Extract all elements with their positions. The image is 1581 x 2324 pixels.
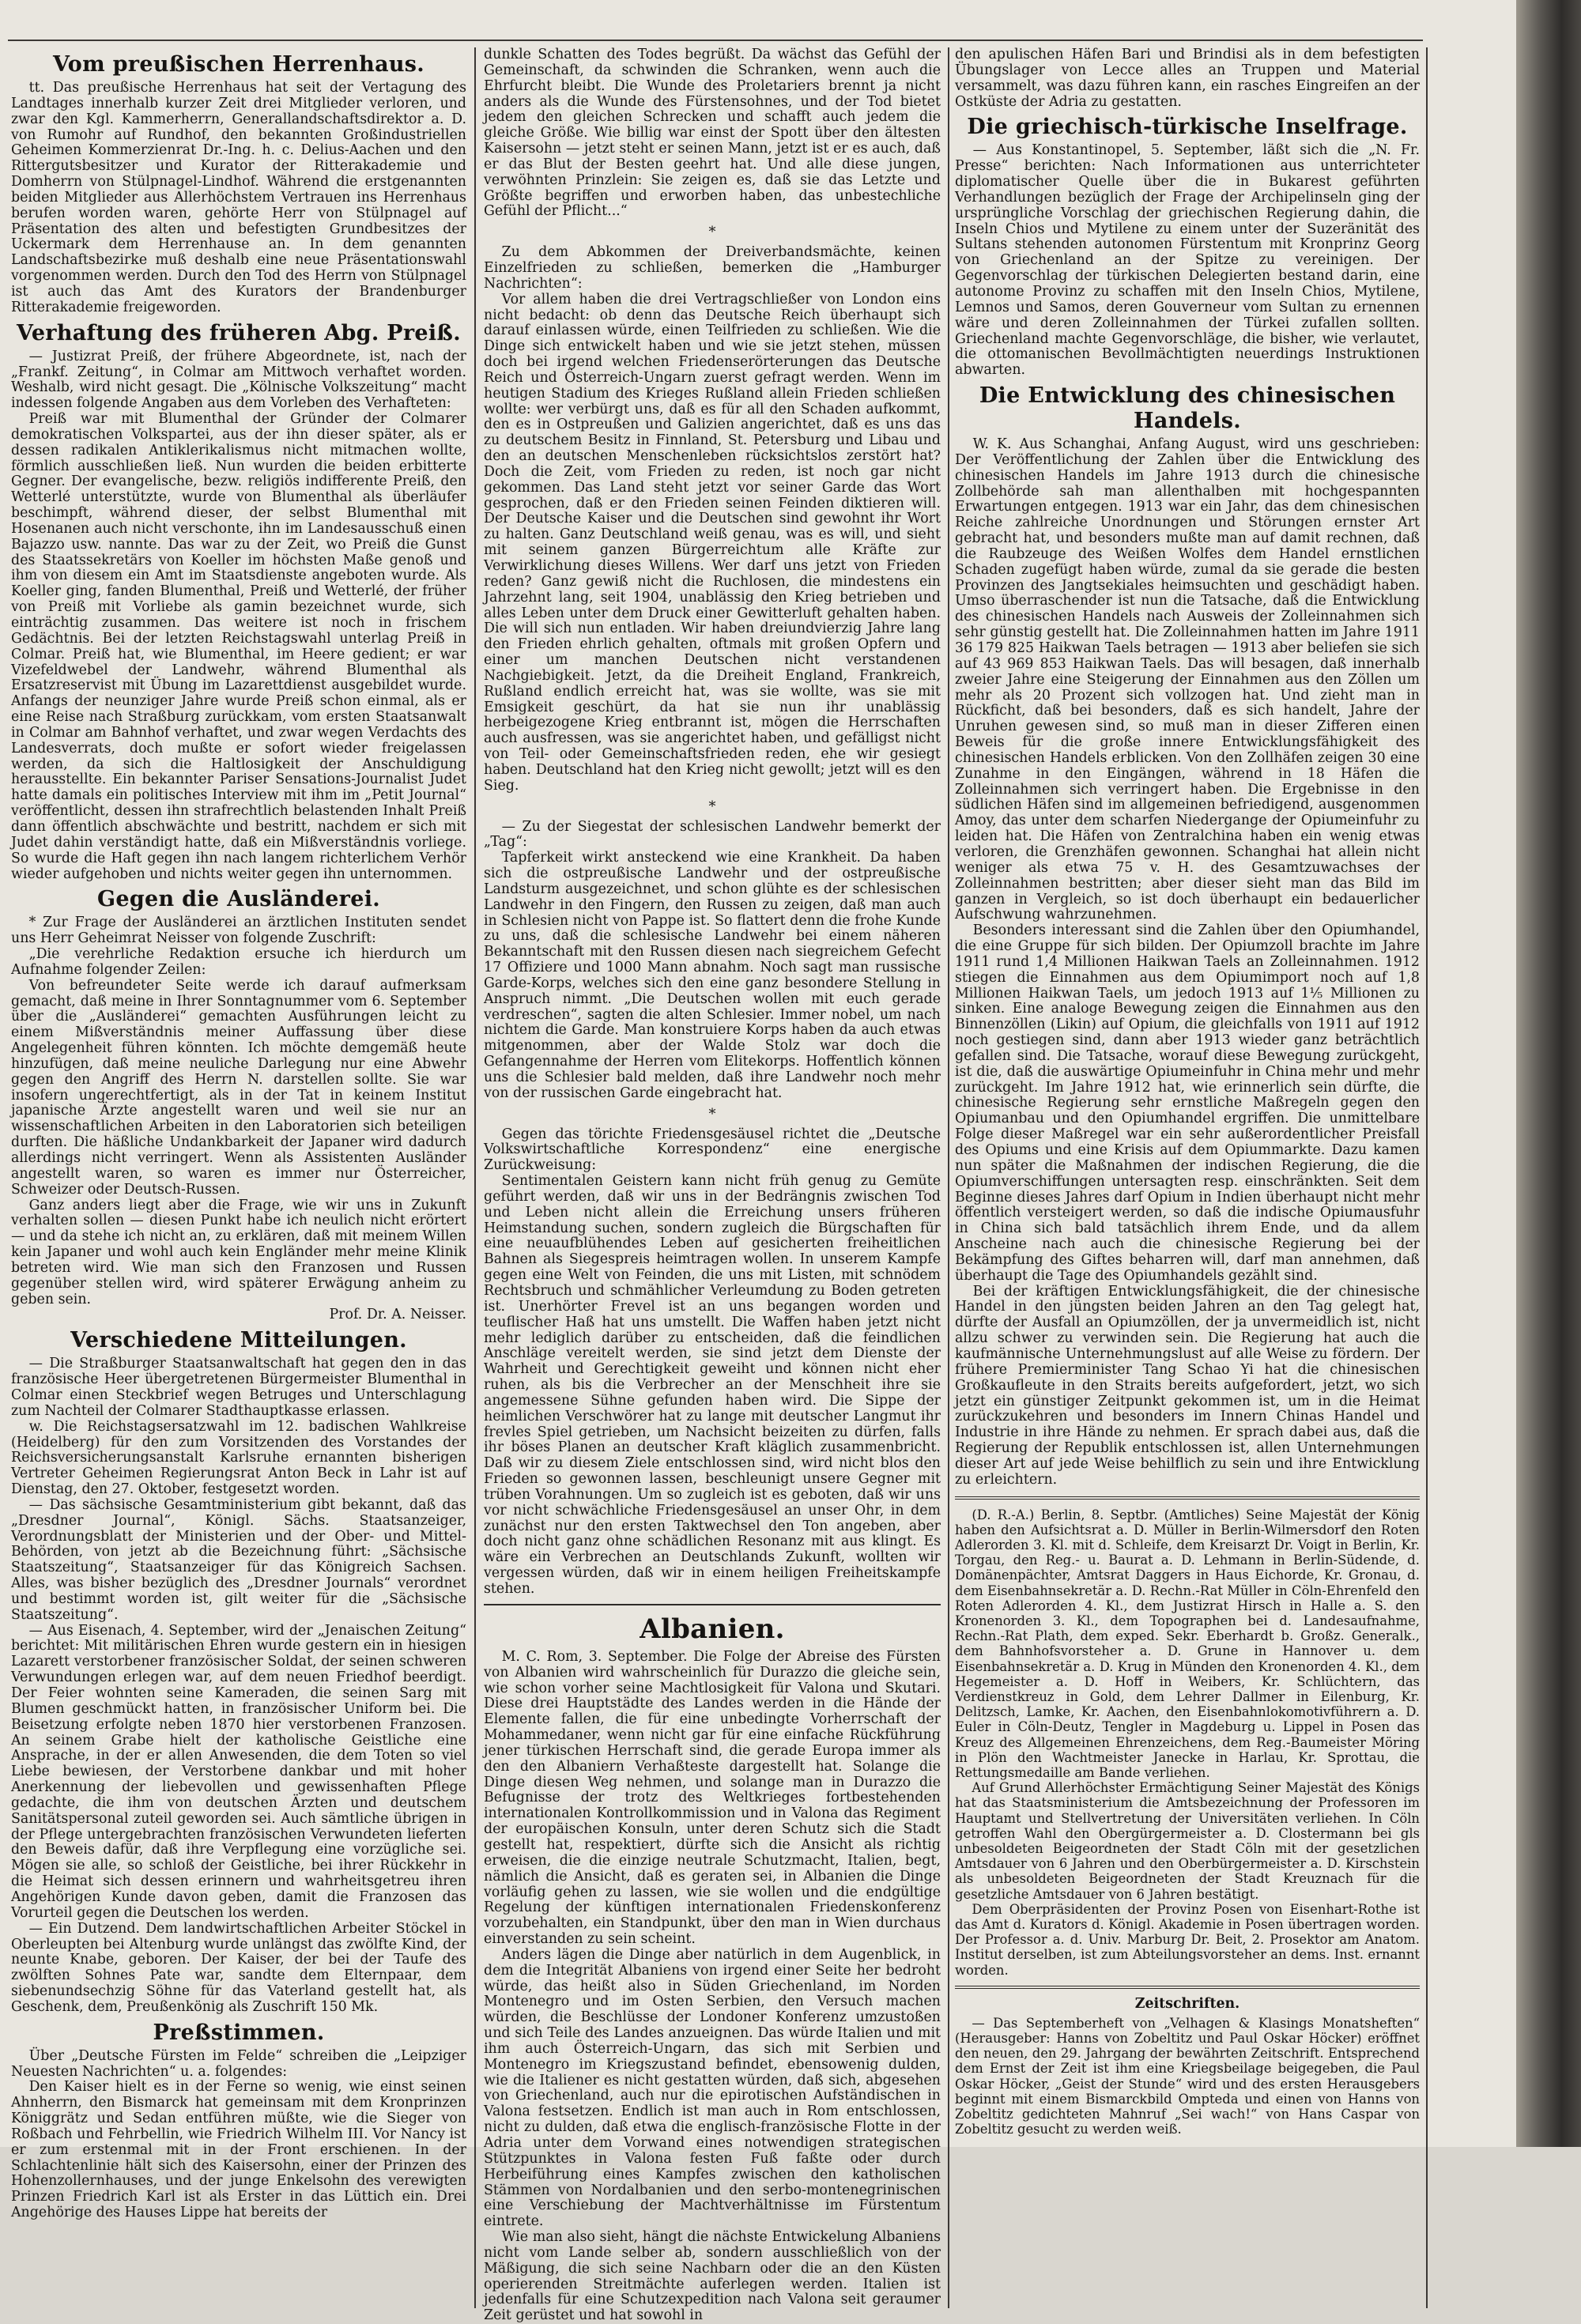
signature-neisser: Prof. Dr. A. Neisser.: [329, 1307, 466, 1323]
article-handel-1: W. K. Aus Schanghai, Anfang August, wird uns geschrieben: Der Veröffentlichung der Zahlen über die Entwicklung des chinesischen Handels im Jahre 1913 durch die chinesische Zollbehörde sah man allenthalben mit hochgespannten Erwartungen entgegen. 1913 war ein Jahr, das dem chinesischen Reiche zahlreiche Unordnungen und Störungen ernster Art gebracht hat, und besonders mußte man auf damit rechnen, daß die Raubzeuge des Weißen Wolfes dem Handel ernstlichen Schaden zugefügt haben würde, zumal da sie gerade die besten Provinzen des Jangtsekiales heimsuchten und geschädigt haben. Umso überraschender ist nun die Tatsache, daß die Entwicklung des chinesischen Handels nach Ausweis der Zolleinnahmen sich sehr günstig gestellt hat. Die Zolleinnahmen hatten im Jahre 1911 36 179 825 Haikwan Taels betragen — 1913 aber beliefen sie sich auf 43 969 853 Haikwan Taels. Das will besagen, daß innerhalb zweier Jahre eine Steigerung der Einnahmen aus den Zöllen um mehr als 20 Prozent sich vollzogen hat. Und zieht man in Rückficht, daß bei besonders, daß es sich handelt, Jahre der Unruhen gewesen sind, so muß man in dieser Zifferen einen Beweis für die große innere Entwicklungsfähigkeit des chinesischen Handels erblicken. Von den Zollhäfen zeigen 30 eine Zunahme in den Eingängen, während in 18 Häfen die Zolleinnahmen sich verringert haben. Die Ergebnisse in den südlichen Häfen sind im allgemeinen befriedigend, ausgenommen Amoy, das unter dem scharfen Niedergange der Opiumeinfuhr zu leiden hat. Die Häfen von Zentralchina haben ein wenig etwas verloren, die Grenzhäfen gewonnen. Schanghai hat allein nicht weniger als etwa 75 v. H. des Gesamtzuwachses der Zolleinnahmen bestritten; aber dieser sieht man das Bild im ganzen in Vergleich, so ist doch überhaupt ein bedauerlicher Aufschwung wahrzunehmen.: [955, 436, 1420, 923]
headline-pressstimmen: Preßstimmen.: [153, 2020, 325, 2045]
separator-asterisk: *: [708, 1105, 716, 1122]
press-intro: Über „Deutsche Fürsten im Felde“ schreiben die „Leipziger Neuesten Nachrichten“ u. a. folgendes:: [11, 2047, 466, 2080]
headline-mitteilungen: Verschiedene Mitteilungen.: [70, 1328, 407, 1353]
section-double-rule: [955, 1986, 1420, 1989]
press-tag-body: Tapferkeit wirkt ansteckend wie eine Krankheit. Da haben sich die ostpreußische Landwehr und der ostpreußische Landsturm ausgezeichnet, und schon glühte es der schlesischen Landwehr in den Fingern, den Russen zu zeigen, daß man auch in Schlesien nicht von Pappe ist. So flattert denn die frohe Kunde zu uns, daß die schlesische Landwehr bei einem näheren Bekanntschaft mit den Russen diesen nach siegreichem Gefecht 17 Offiziere und 1000 Mann abnahm. Noch sagt man russische Garde-Korps, welches sich den eine ganz besondere Stellung in Anspruch nimmt. „Die Deutschen wollen mit euch gerade verdreschen“, sagten die alten Schlesier. Immer nobel, um nach nichtem die Garde. Man konstruiere Korps haben da auch etwas mitgenommen, aber der Walde Stolz war doch die Gefangennahme der Herren vom Elitekorps. Hoffentlich können uns die Schlesier bald melden, daß ihre Landwehr noch mehr von der russischen Garde eingebracht hat.: [484, 850, 941, 1101]
column-1: [11, 47, 466, 2310]
column-3: [955, 47, 1420, 2310]
article-albanien-1: M. C. Rom, 3. September. Die Folge der Abreise des Fürsten von Albanien wird wahrscheinlich für Durazzo die gleiche sein, wie schon vorher seine Machtlosigkeit für Valona und Skutari. Diese drei Hauptstädte des Landes werden in die Hände der Elemente fallen, die für eine unbedingte Vorherrschaft der Mohammedaner, wenn nicht gar für eine einfache Rückführung jener türkischen Herrschaft sind, die gerade Europa immer als den den Albaniern Verhaßteste dargestellt hat. Solange die Dinge diesen Weg nehmen, und solange man in Durazzo die Befugnisse der trotz des Weltkrieges fortbestehenden internationalen Kontrollkommission und in Valona das Regiment der europäischen Konsuln, unter deren Schutz sich die Stadt gestellt hat, respektiert, dürfte sich die Ansicht als richtig erweisen, die die einzige neutrale Schutzmacht, Italien, begt, nämlich die Ansicht, daß es geraten sei, in Albanien die Dinge vorläufig gehen zu lassen, wie sie wollen und die endgültige Regelung der künftigen internationalen Friedenskonferenz vorzubehalten, ein Standpunkt, über den man in Wien durchaus einverstanden zu sein scheint.: [484, 1648, 941, 1948]
column-2: [484, 47, 941, 2324]
article-zeitschriften: — Das Septemberheft von „Velhagen & Klasings Monatsheften“ (Herausgeber: Hanns von Zobeltitz und Paul Oskar Höcker) eröffnet den neuen, den 29. Jahrgang der bewährten Zeitschrift. Entsprechend dem Ernst der Zeit ist ihm eine Kriegsbeilage beigegeben, die Paul Oskar Höcker, „Geist der Stunde“ wird und des ersten Herausgebers beginnt mit einem Bismarckbild Ompteda und einen von Hanns von Zobeltitz gedichteten Mahnruf „Sei wach!“ von Hans Caspar von Zobeltitz gesucht zu werden weiß.: [955, 2015, 1420, 2137]
press-korrespondenz-body: Sentimentalen Geistern kann nicht früh genug zu Gemüte geführt werden, daß wir uns in der Bedrängnis zwischen Tod und Leben nicht allein die Erreichung unsers früheren Heimstandung suchen, sondern zugleich die Bürgschaften für eine neuaufblühendes Leben auf gesicherten freiheitlichen Bahnen als Siegespreis heimtragen wollen. In unserem Kampfe gegen eine Welt von Feinden, die uns mit Listen, mit schnödem Rechtsbruch und schmählicher Verleumdung zu Boden getreten ist. Unerhörter Frevel ist an uns begangen worden und teuflischer Haß hat uns umstellt. Die Waffen haben jetzt nicht mehr lediglich darüber zu entscheiden, daß die feindlichen Anschläge vereitelt werden, sie sind jetzt dem Dienste der Wahrheit und Gerechtigkeit geweiht und können nicht eher ruhen, als bis die Verbrecher an der Menschheit ihre sie angemessene Sühne gefunden haben wird. Die Sippe der heimlichen Verschwörer hat zu lange mit deutscher Langmut ihr frevles Spiel getrieben, um Nachsicht beizeiten zu dürfen, falls ihr böses Planen an deutscher Kraft kläglich zusammenbricht. Daß wir zu diesem Ziele entschlossen sind, wird nicht blos den Frieden so gewonnen lassen, beschleunigt unsere Gegner mit trüben Vorahnungen. Um so zugleich ist es geboten, daß wir uns vor nicht schwächliche Friedensgesäusel an unser Ohr, in dem zunächst nur den ersten Taktwechsel den Ton angeben, aber doch nicht ganz ohne schädlichen Resonanz mit aus klingt. Es wäre ein Verbrechen an Deutschlands Zukunft, wollten wir vergessen würden, daß wir in einem heiligen Freiheitskampfe stehen.: [484, 1173, 941, 1597]
article-inselfrage: — Aus Konstantinopel, 5. September, läßt sich die „N. Fr. Presse“ berichten: Nach Informationen aus unterrichteter diplomatischer Quelle über die in Bukarest geführten Verhandlungen bezüglich der Frage der Archipelinseln ging der ursprüngliche Vorschlag der griechischen Regierung dahin, die Inseln Chios und Mytilene zu einem unter der Suzeränität des Sultans stehenden autonomen Fürstentum mit Kronprinz Georg von Griechenland an der Spitze zu vereinigen. Der Gegenvorschlag der türkischen Delegierten bestand darin, eine autonome Provinz zu schaffen mit den Inseln Chios, Mytilene, Lemnos und Samos, deren Gouverneur vom Sultan zu ernennen wäre und deren Zolleinnahmen der Türkei zufallen sollten. Griechenland machte Gegenvorschläge, die bisher, wie verlautet, die ottomanischen Bevollmächtigten neuerdings Instruktionen abwarten.: [955, 142, 1420, 379]
official-notice-2: Auf Grund Allerhöchster Ermächtigung Seiner Majestät des Königs hat das Staatsministerium die Amtsbezeichnung der Professoren im Hauptamt und Stellvertretung der Universitäten verliehen. In Cöln getroffen Wahl den Obergürgermeister a. D. Clostermann bei gls unbesoldeten Beigeordneten der Stadt Cöln mit der gesetzlichen Amtsdauer von 6 Jahren und den Oberbürgermeister a. D. Kirschstein als unbesoldeten Beigeordneten der Stadt Kreuznach für die gesetzliche Amtsdauer von 6 Jahren bestätigt.: [955, 1780, 1420, 1902]
article-handel-2: Besonders interessant sind die Zahlen über den Opiumhandel, die eine Gruppe für sich bilden. Der Opiumzoll brachte im Jahre 1911 rund 1,4 Millionen Haikwan Taels an Zolleinnahmen. 1912 stiegen die Einnahmen aus dem Opiumimport noch auf 1,8 Millionen Haikwan Taels, um jedoch 1913 auf 1⅕ Millionen zu sinken. Eine analoge Bewegung zeigen die Einnahmen aus den Binnenzöllen (Likin) auf Opium, die gleichfalls von 1911 auf 1912 noch gestiegen sind, dann aber 1913 wieder ganz beträchtlich gefallen sind. Die Tatsache, worauf diese Bewegung zurückgeht, ist die, daß die auswärtige Opiumeinfuhr in China mehr und mehr zurückgeht. Im Jahre 1912 hat, wie erinnerlich sein dürfte, die chinesische Regierung sehr ernstliche Maßregeln gegen den Opiumanbau und den Opiumhandel ergriffen. Die unmittelbare Folge dieser Maßregel war ein sehr außerordentlicher Preisfall des Opiums und eine Krisis auf dem Opiummarkte. Dazu kamen nun später die Maßnahmen der indischen Regierung, die die Opiumverschiffungen untersagten resp. einschränkten. Seit dem Beginne dieses Jahres darf Opium in Indien überhaupt nicht mehr öffentlich versteigert werden, so daß die indische Opiumausfuhr in China sich bald tatsächlich ihrem Ende, und da allem Anscheine nach auch die chinesische Regierung bei der Bekämpfung des Giftes beharren will, darf man annehmen, daß überhaupt die Tage des Opiumhandels gezählt sind.: [955, 922, 1420, 1284]
press-hamburger-intro: Zu dem Abkommen der Dreiverbandsmächte, keinen Einzelfrieden zu schließen, bemerken die „Hamburger Nachrichten“:: [484, 244, 941, 292]
article-auslaenderei-intro: * Zur Frage der Ausländerei an ärztlichen Instituten sendet uns Herr Geheimrat Neisser von folgende Zuschrift:: [11, 915, 466, 947]
official-notice-1: (D. R.-A.) Berlin, 8. Septbr. (Amtliches) Seine Majestät der König haben den Aufsichtsrat a. D. Müller in Berlin-Wilmersdorf den Roten Adlerorden 3. Kl. mit d. Schleife, dem Kreisarzt Dr. Voigt in Berlin, Kr. Torgau, den Reg.- u. Baurat a. D. Lehmann in Berlin-Südende, d. Domänenpächter, Amtsrat Daggers in Haus Eichorde, Kr. Gronau, d. dem Eisenbahnsekretär a. D. Rechn.-Rat Müller in Cöln-Ehrenfeld den Roten Adlerorden 4. Kl., dem Justizrat Hirsch in Halle a. S. den Kronenorden 3. Kl., dem Topographen bei d. Landesaufnahme, Rechn.-Rat Plath, dem exped. Sekr. Eberhardt b. Großz. Generalk., dem Bahnhofsvorsteher a. D. Grune in Hannover u. dem Eisenbahnsekretär a. D. Krug in Münden den Kronenorden 4. Kl., dem Hegemeister a. D. Hoff in Weibers, Kr. Schlüchtern, das Verdienstkreuz in Gold, dem Lehrer Dallmer in Eilenburg, Kr. Delitzsch, Lamke, Kr. Aachen, den Eisenbahnlokomotivführern a. D. Euler in Cöln-Deutz, Tengler in Magdeburg u. Lippel in Posen das Kreuz des Allgemeinen Ehrenzeichens, dem Reg.-Baumeister Möring in Plön den Wachtmeister Janecke in Harlau, Kr. Sprottau, die Rettungsmedaille am Bande verliehen.: [955, 1507, 1420, 1781]
news-reichstagswahl: w. Die Reichstagsersatzwahl im 12. badischen Wahlkreise (Heidelberg) für den zum Vorsitzenden des Vorstandes der Reichsversicherungsanstalt Karlsruhe ernannten bisherigen Vertreter Geheimen Regierungsrat Anton Beck in Lahr ist auf Dienstag, den 27. Oktober, festgesetzt worden.: [11, 1418, 466, 1498]
headline-herrenhaus: Vom preußischen Herrenhaus.: [52, 52, 424, 77]
press-korrespondenz-intro: Gegen das törichte Friedensgesäusel richtet die „Deutsche Volkswirtschaftliche Korrespondenz“ eine energische Zurückweisung:: [484, 1126, 941, 1174]
article-herrenhaus: tt. Das preußische Herrenhaus hat seit der Vertagung des Landtages innerhalb kurzer Zeit drei Mitglieder verloren, und zwar den Kgl. Kammerherrn, Generallandschaftsdirektor a. D. von Rumohr auf Rundhof, den bekannten Großindustriellen Geheimen Kommerzienrat Dr.-Ing. h. c. Delius-Aachen und den Rittergutsbesitzer und Kurator der Ritterakademie und Domherrn von Stülpnagel-Lindhof. Während die erstgenannten beiden Mitglieder aus Allerhöchstem Vertrauen ins Herrenhaus berufen worden waren, gehörte Herr von Stülpnagel auf Präsentation des alten und befestigten Grundbesitzes der Uckermark dem Herrenhause an. In dem genannten Landschaftsbezirke muß deshalb eine neue Präsentationswahl vorgenommen werden. Durch den Tod des Herrn von Stülpnagel ist auch das Amt des Kurators der Brandenburger Ritterakademie freigeworden.: [11, 80, 466, 315]
article-auslaenderei-salutation: „Die verehrliche Redaktion ersuche ich hierdurch um Aufnahme folgender Zeilen:: [11, 946, 466, 978]
article-albanien-3: Wie man also sieht, hängt die nächste Entwickelung Albaniens nicht vom Lande selber ab, sondern ausschließlich von der Mäßigung, die sich seine Nachbarn oder die an den Küsten operierenden Streitmächte auferlegen werden. Italien ist jedenfalls für eine Schutzexpedition nach Valona seit geraumer Zeit gerüstet und hat sowohl in: [484, 2229, 941, 2324]
press-hamburger-body: Vor allem haben die drei Vertragschließer von London eins nicht bedacht: ob denn das Deutsche Reich überhaupt sich darauf einlassen würde, einen Teilfrieden zu schließen. Wie die Dinge sich entwickelt haben und wie sie jetzt stehen, müssen doch bei irgend welchen Friedenserörterungen das Deutsche Reich und Österreich-Ungarn zuerst gefragt werden. Wenn im heutigen Stadium des Krieges Rußland allein Frieden schließen wollte: wer verbürgt uns, daß es für all den Schaden aufkommt, den es in Ostpreußen und Galizien angerichtet, daß es uns das zu deutschem Besitz in Finnland, St. Petersburg und Libau und den an deutschen Menschenleben rücksichtslos zerstört hat? Doch die Zeit, vom Frieden zu reden, ist noch gar nicht gekommen. Das Land steht jetzt vor seiner Garde das Wort gesprochen, daß er den Frieden seinen Feinden diktieren will. Der Deutsche Kaiser und die Deutschen sind gewohnt ihr Wort zu halten. Ganz Deutschland weiß genau, was es will, und sieht mit seinem ganzen Bürgerreichtum alle Kräfte zur Verwirklichung dieses Willens. Wer darf uns jetzt von Frieden reden? Ganz gewiß nicht die Ruchlosen, die mindestens ein Jahrzehnt lang, seit 1904, unablässig den Krieg betrieben und alles Leben unter dem Druck einer Gewitterluft gehalten haben. Die will sich nun entladen. Wir haben dreiundvierzig Jahre lang den Frieden ehrlich gehalten, oftmals mit großen Opfern und einer um manchen Deutschen nicht verstandenen Nachgiebigkeit. Jetzt, da die Dreiheit England, Frankreich, Rußland endlich erreicht hat, was sie wollte, was sie mit Emsigkeit geschürt, da hat sie nun ihr unablässig herbeigezogene Krieg entbrannt ist, mögen die Herrschaften auch ausfressen, was sie angerichtet haben, und gefälligst nicht von Teil- oder Gemeinschaftsfrieden reden, ehe wir gesiegt haben. Deutschland hat den Krieg nicht gewollt; jetzt will es den Sieg.: [484, 291, 941, 794]
section-double-rule: [955, 1496, 1420, 1500]
news-staatszeitung: — Das sächsische Gesamtministerium gibt bekannt, daß das „Dresdner Journal“, Königl. Sächs. Staatsanzeiger, Verordnungsblatt der Ministerien und der Ober- und Mittel-Behörden, von jetzt ab die Bezeichnung führt: „Sächsische Staatszeitung“, Staatsanzeiger für das Königreich Sachsen. Alles, was bisher bezüglich des „Dresdner Journals“ verordnet und bestimmt worden ist, gilt weiter für die „Sächsische Staatszeitung“.: [11, 1496, 466, 1623]
article-handel-3: Bei der kräftigen Entwicklungsfähigkeit, die der chinesische Handel in den jüngsten beiden Jahren an den Tag gelegt hat, dürfte der Ausfall an Opiumzöllen, der ja unvermeidlich ist, nicht allzu schwer zu verwinden sein. Die Regierung hat auch die kaufmännische Unternehmungslust auf alle Weise zu fördern. Der frühere Premierminister Tang Schao Yi hat die chinesischen Großkaufleute in den Straits bereits aufgefordert, jetzt, wo sich jetzt ein günstiger Zeitpunkt gekommen ist, um in die Heimat zurückzukehren und besonders im Innern Chinas Handel und Industrie in ihre Hände zu nehmen. Er sprach dabei aus, daß die Regierung der Republik entschlossen ist, allen Unternehmungen dieser Art auf jede Weise behilflich zu sein und ihre Entwicklung zu erleichtern.: [955, 1283, 1420, 1488]
book-binding-edge: [1516, 0, 1581, 2147]
headline-auslaenderei: Gegen die Ausländerei.: [97, 887, 380, 912]
article-preiss-body: Preiß war mit Blumenthal der Gründer der Colmarer demokratischen Volkspartei, aus der ihn dieser später, als er dessen radikalen Antiklerikalismus nicht mitmachen wollte, förmlich ausschließen ließ. Nun wurden die beiden erbitterte Gegner. Der evangelische, bezw. religiös indifferente Preiß, den Wetterlé unterstützte, wurde von Blumenthal als überläufer beschimpft, während dieser, der selbst Blumenthal mit Hosenanen auch nicht verschonte, ihn im Landesausschuß einen Bajazzo usw. nannte. Das war zu der Zeit, wo Preiß die Gunst des Staatssekretärs von Koeller im höchsten Maße genoß und ihm von diesem ein Amt im Staatsdienste angeboten wurde. Als Koeller ging, fanden Blumenthal, Preiß und Wetterlé, der früher von Preiß mit Vorliebe als gamin bezeichnet wurde, sich einträchtig zusammen. Das weitere ist noch in frischem Gedächtnis. Bei der letzten Reichstagswahl unterlag Preiß in Colmar. Preiß hat, wie Blumenthal, im Heere gedient; er war Vizefeldwebel der Landwehr, während Blumenthal als Ersatzreservist mit Übung im Lazarettdienst ausgebildet wurde. Anfangs der neunziger Jahre wurde Preiß schon einmal, als er eine Reise nach Straßburg zurückkam, vom ersten Staatsanwalt in Colmar am Bahnhof verhaftet, und zwar wegen Verdachts des Landesverrats, doch mußte er sofort wieder freigelassen werden, da sich die Haltlosigkeit der Anschuldigung herausstellte. Ein bekannter Pariser Sensations-Journalist Judet hatte damals ein politisches Interview mit ihm im „Petit Journal“ veröffentlicht, dessen ihn strafrechtlich belastenden Inhalt Preiß dann öffentlich abschwächte und bestritt, nachdem er sich mit Judet dahin verständigt hatte, daß ein Mißverständnis vorliege. So wurde die Haft gegen ihn nach langem richterlichem Verhör wieder aufgehoben und nichts weiter gegen ihn unternommen.: [11, 411, 466, 882]
column-rule-2: [948, 47, 949, 2308]
headline-zeitschriften: Zeitschriften.: [1134, 1995, 1240, 2012]
news-eisenach: — Aus Eisenach, 4. September, wird der „Jenaischen Zeitung“ berichtet: Mit militärischen Ehren wurde gestern ein in hiesigen Lazarett verstorbener französischer Soldat, der seinen schweren Verwundungen erlegen war, auf dem neuen Friedhof beerdigt. Der Feier wohnten seine Kameraden, die seinen Sarg mit Blumen geschmückt hatten, in französischer Uniform bei. Die Beisetzung erfolgte neben 1870 hier verstorbenen Franzosen. An seinem Grabe hielt der katholische Geistliche eine Ansprache, in der er allen Anwesenden, die dem Toten so viel Liebe bewiesen, der Verstorbene dankbar und mit hoher Anerkennung der liebevollen und gewissenhaften Pflege gedachte, die ihm von deutschen Ärzten und deutschem Sanitätspersonal zuteil geworden sei. Auch sämtliche übrigen in der Pflege untergebrachten französischen Verwundeten lieferten den Beweis dafür, daß ihre Verpflegung eine vorzügliche sei. Mögen sie alle, so schloß der Geistliche, bei ihrer Rückkehr in die Heimat sich dessen erinnern und wahrheitsgetreu ihren Angehörigen Kunde davon geben, damit die Franzosen das Vorurteil gegen die Deutschen los werden.: [11, 1622, 466, 1921]
news-blumenthal: — Die Straßburger Staatsanwaltschaft hat gegen den in das französische Heer übergetretenen Bürgermeister Blumenthal in Colmar einen Steckbrief wegen Betruges und Unterschlagung zum Nachteil der Colmarer Stadthauptkasse erlassen.: [11, 1356, 466, 1419]
press-tag-intro: — Zu der Siegestat der schlesischen Landwehr bemerkt der „Tag“:: [484, 818, 941, 851]
press-continued: dunkle Schatten des Todes begrüßt. Da wächst das Gefühl der Gemeinschaft, da schwinden die Schranken, wenn auch die Ehrfurcht bleibt. Die Wunde des Proletariers brennt ja nicht anders als die Wunde des Fürstensohnes, und der Tod bietet jedem den gleichen Schrecken und schafft auch jedem die gleiche Größe. Wie billig war einst der Spott über den ältesten Kaisersohn — jetzt steht er seinen Mann, jetzt ist er es auch, daß er das Blut der Besten geehrt hat. Und alle diese jungen, verwöhnten Prinzlein: Sie zeigen es, daß sie das Letzte und Größte begriffen und erworben haben, das unbestechliche Gefühl der Pflicht...“: [484, 47, 941, 220]
headline-inselfrage: Die griechisch-türkische Inselfrage.: [967, 115, 1408, 140]
top-rule: [8, 40, 1423, 41]
separator-asterisk: *: [708, 224, 716, 241]
article-auslaenderei-body-1: Von befreundeter Seite werde ich darauf aufmerksam gemacht, daß meine in Ihrer Sonntagnummer vom 6. September über die „Ausländerei“ gemachten Ausführungen leicht zu einem Mißverständnis meiner Auffassung über diese Angelegenheit führen könnten. Ich möchte demgemäß heute hinzufügen, daß meine neuliche Darlegung nur eine Abwehr gegen den Angriff des Herrn N. darstellen sollte. Sie war insofern ungerechtfertigt, als in der Tat in keinem Institut japanische Ärzte angestellt waren und weil sie nur an wissenschaftlichen Arbeiten in den Laboratorien sich beteiligen durften. Die häßliche Undankbarkeit der Japaner wird dadurch allerdings nicht verringert. Wenn als Assistenten Ausländer angestellt waren, so waren es immer nur Österreicher, Schweizer oder Deutsch-Russen.: [11, 977, 466, 1198]
headline-preiss: Verhaftung des früheren Abg. Preiß.: [17, 320, 461, 345]
article-auslaenderei-body-2: Ganz anders liegt aber die Frage, wie wir uns in Zukunft verhalten sollen — diesen Punkt habe ich neulich nicht erörtert — und da stehe ich nicht an, zu erklären, daß mit meinem Willen kein Japaner und wohl auch kein Engländer mehr meine Klinik betreten wird. Wie man sich den Franzosen und Russen gegenüber stellen wird, wird späterer Erwägung anheim zu geben sein.: [11, 1197, 466, 1307]
press-body: Den Kaiser hielt es in der Ferne so wenig, wie einst seinen Ahnherrn, den Bismarck hat gemeinsam mit dem Kronprinzen Königgrätz und Sedan entführen müßte, wie die Sieger von Roßbach und Fehrbellin, wie Friedrich Wilhelm III. Vor Nancy ist er zum erstenmal mit in der Front erschienen. In der Schlachtenlinie hält sich des Kaisersohn, einer der Prinzen des Hohenzollernhauses, und der junge Enkelsohn des verewigten Prinzen Friedrich Karl ist als Erster in das Lüttich ein. Drei Angehörige des Hauses Lippe hat bereits der: [11, 2079, 466, 2221]
column-rule-3: [1426, 47, 1428, 2308]
column-rule-1: [474, 47, 476, 2308]
section-rule: [484, 1604, 941, 1605]
official-notice-3: Dem Oberpräsidenten der Provinz Posen von Eisenhart-Rothe ist das Amt d. Kurators d. Königl. Akademie in Posen übertragen worden. Der Professor a. d. Univ. Marburg Dr. Beit, 2. Prosektor am Anatom. Institut derselben, ist zum Abteilungsvorsteher an dems. Inst. ernannt worden.: [955, 1901, 1420, 1978]
headline-albanien: Albanien.: [640, 1613, 785, 1645]
article-albanien-2: Anders lägen die Dinge aber natürlich in dem Augenblick, in dem die Integrität Albaniens von irgend einer Seite her bedroht würde, das heißt also in Süden Griechenland, im Norden Montenegro und im Osten Serbien, den Versuch machen würden, die Beschlüsse der Londoner Konferenz umzustoßen und sich Teile des Landes anzueignen. Das würde Italien und mit ihm auch Österreich-Ungarn, das sich mit Serbien und Montenegro im Kriegszustand befindet, ebensowenig dulden, wie die Italiener es nicht gestatten würden, daß sich, abgesehen von Griechenland, auch nur die epirotischen Aufständischen in Valona festsetzen. Endlich ist man auch in Rom entschlossen, nicht zu dulden, daß etwa die englisch-französische Flotte in der Adria unter dem Vorwand eines notwendigen strategischen Stützpunktes in Valona festen Fuß faßte oder durch Herbeiführung eines Kampfes zwischen den katholischen Stämmen von Nordalbanien und den serbo-montenegrinischen eine Verschiebung der Machtverhältnisse im Fürstentum eintrete.: [484, 1946, 941, 2230]
headline-chinesischer-handel: Die Entwicklung des chinesischen Handels.: [979, 383, 1396, 434]
news-dutzend: — Ein Dutzend. Dem landwirtschaftlichen Arbeiter Stöckel in Oberleupten bei Altenburg wurde unlängst das zwölfte Kind, der neunte Knabe, geboren. Der Kaiser, der bei der Taufe des zwölften Sohnes Pate war, sandte dem Elternpaar, dem siebenundsechzig Söhne für das Vaterland gestellt hat, als Geschenk, dem, Preußenkönig als Zuschrift 150 Mk.: [11, 1920, 466, 2015]
article-preiss-intro: — Justizrat Preiß, der frühere Abgeordnete, ist, nach der „Frankf. Zeitung“, in Colmar am Mittwoch verhaftet worden. Weshalb, wird nicht gesagt. Die „Kölnische Volkszeitung“ macht indessen folgende Angaben aus dem Vorleben des Verhafteten:: [11, 348, 466, 412]
article-albanien-continued: den apulischen Häfen Bari und Brindisi als in dem befestigten Übungslager von Lecce alles an Truppen und Material versammelt, was dazu führen kann, ein rasches Eingreifen an der Ostküste der Adria zu gestatten.: [955, 47, 1420, 110]
separator-asterisk: *: [708, 798, 716, 815]
